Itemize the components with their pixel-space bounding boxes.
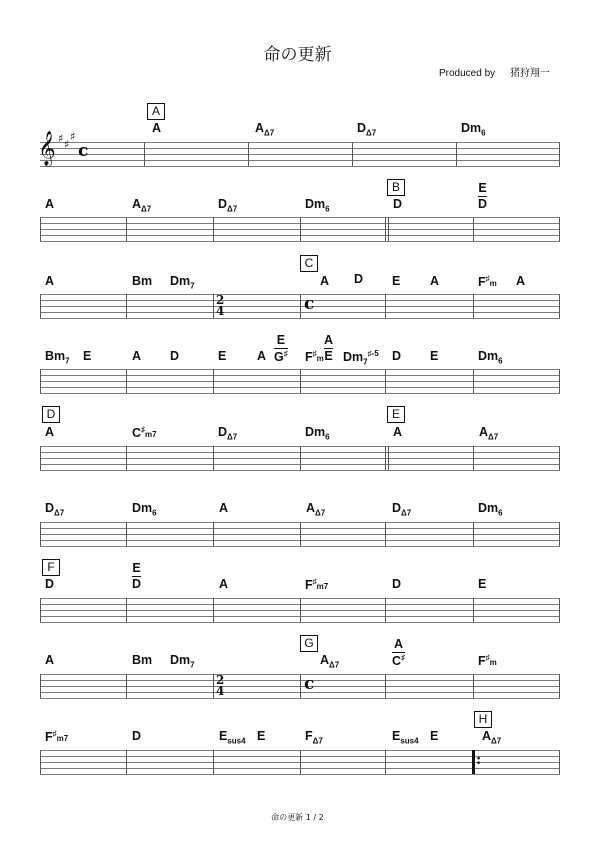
chord: F♯m <box>478 274 497 290</box>
chord: A <box>257 349 267 363</box>
chord: F♯m7 <box>305 577 329 593</box>
chord: D <box>393 197 403 211</box>
chord: $D_{\Delta 7}$ <box>357 121 377 138</box>
chord: $Dm_6$ <box>478 349 503 366</box>
chord: F♯m <box>305 349 324 365</box>
staff <box>40 294 560 318</box>
slash-chord: E D <box>132 561 142 591</box>
chord: E <box>430 349 439 363</box>
chord: $A_{\Delta 7}$ <box>479 425 499 442</box>
chord: $D_{\Delta 7}$ <box>218 197 238 214</box>
slash-chord: E G♯ <box>274 333 288 364</box>
chord: A <box>320 274 330 288</box>
chord: A <box>430 274 440 288</box>
chord: A <box>45 274 55 288</box>
chord: $Dm_6$ <box>305 197 330 214</box>
producer-name: 猪狩翔一 <box>509 68 550 79</box>
chord: D <box>45 577 55 591</box>
chord: $D_{\Delta 7}$ <box>392 501 412 518</box>
chord: A <box>516 274 526 288</box>
chord: $Dm_7^{♯-5}$ <box>343 349 379 367</box>
common-time-icon: c <box>304 674 315 694</box>
staff <box>40 446 560 470</box>
chord: E <box>392 274 401 288</box>
staff <box>40 217 560 241</box>
chord: C♯m7 <box>132 425 157 441</box>
chord: $Dm_7$ <box>170 653 195 670</box>
chord: $A_{\Delta 7}$ <box>255 121 275 138</box>
chord: D <box>354 272 364 286</box>
chord: $Dm_6$ <box>132 501 157 518</box>
staff <box>40 522 560 546</box>
rehearsal-mark-a: A <box>147 103 165 120</box>
chord: A <box>219 501 229 515</box>
chord: A <box>219 577 229 591</box>
rehearsal-mark-b: B <box>387 179 405 196</box>
treble-clef-icon: 𝄞 <box>38 131 56 166</box>
chord: Bm <box>132 274 153 288</box>
chord: $Dm_6$ <box>478 501 503 518</box>
time-signature: 2 4 <box>216 293 225 318</box>
chord: A <box>152 121 162 135</box>
chord: D <box>132 729 142 743</box>
common-time-icon: c <box>304 294 315 314</box>
chord: $A_{\Delta 7}$ <box>482 729 502 746</box>
page-footer: 命の更新 1 / 2 <box>271 813 324 822</box>
chord: A <box>393 425 403 439</box>
chord: $A_{\Delta 7}$ <box>306 501 326 518</box>
slash-chord: A C♯ <box>392 637 406 668</box>
sharp-icon: ♯ <box>70 130 76 143</box>
staff <box>40 369 560 393</box>
chord: $A_{\Delta 7}$ <box>320 653 340 670</box>
page-title: 命の更新 <box>263 45 332 65</box>
rehearsal-mark-c: C <box>300 255 318 272</box>
staff <box>40 598 560 622</box>
common-time-icon: c <box>78 141 89 161</box>
chord: $D_{\Delta 7}$ <box>218 425 238 442</box>
chord: $F_{\Delta 7}$ <box>305 729 323 746</box>
staff <box>40 750 560 774</box>
staff <box>40 674 560 698</box>
rehearsal-mark-d: D <box>42 406 60 423</box>
chord: $Dm_7$ <box>170 274 195 291</box>
chord: $A_{\Delta 7}$ <box>132 197 152 214</box>
repeat-start-icon: : <box>476 752 482 768</box>
chord: E <box>83 349 92 363</box>
chord: A <box>45 197 55 211</box>
chord: E <box>257 729 266 743</box>
rehearsal-mark-h: H <box>474 711 492 728</box>
chord: F♯m <box>478 653 497 669</box>
chord: Bm <box>132 653 153 667</box>
chord: $D_{\Delta 7}$ <box>45 501 65 518</box>
staff <box>40 142 560 166</box>
chord: D <box>170 349 180 363</box>
time-signature: 2 4 <box>216 673 225 698</box>
chord: F♯m7 <box>45 729 69 745</box>
chord: E <box>218 349 227 363</box>
slash-chord: A E <box>324 333 334 363</box>
chord: $Dm_6$ <box>461 121 486 138</box>
chord: A <box>132 349 142 363</box>
rehearsal-mark-g: G <box>300 635 318 652</box>
chord: A <box>45 425 55 439</box>
chord: $E_{sus4}$ <box>219 729 246 746</box>
rehearsal-mark-e: E <box>387 406 405 423</box>
chord: $Bm_7$ <box>45 349 70 366</box>
sharp-icon: ♯ <box>58 132 64 145</box>
chord: $E_{sus4}$ <box>392 729 419 746</box>
producer-label: Produced by <box>439 68 496 79</box>
chord: A <box>45 653 55 667</box>
chord: D <box>392 349 402 363</box>
producer-credit <box>439 64 550 79</box>
chord: D <box>392 577 402 591</box>
slash-chord: E D <box>478 181 488 211</box>
rehearsal-mark-f: F <box>42 559 60 576</box>
chord: E <box>430 729 439 743</box>
chord: $Dm_6$ <box>305 425 330 442</box>
sharp-icon: ♯ <box>64 138 70 151</box>
chord: E <box>478 577 487 591</box>
